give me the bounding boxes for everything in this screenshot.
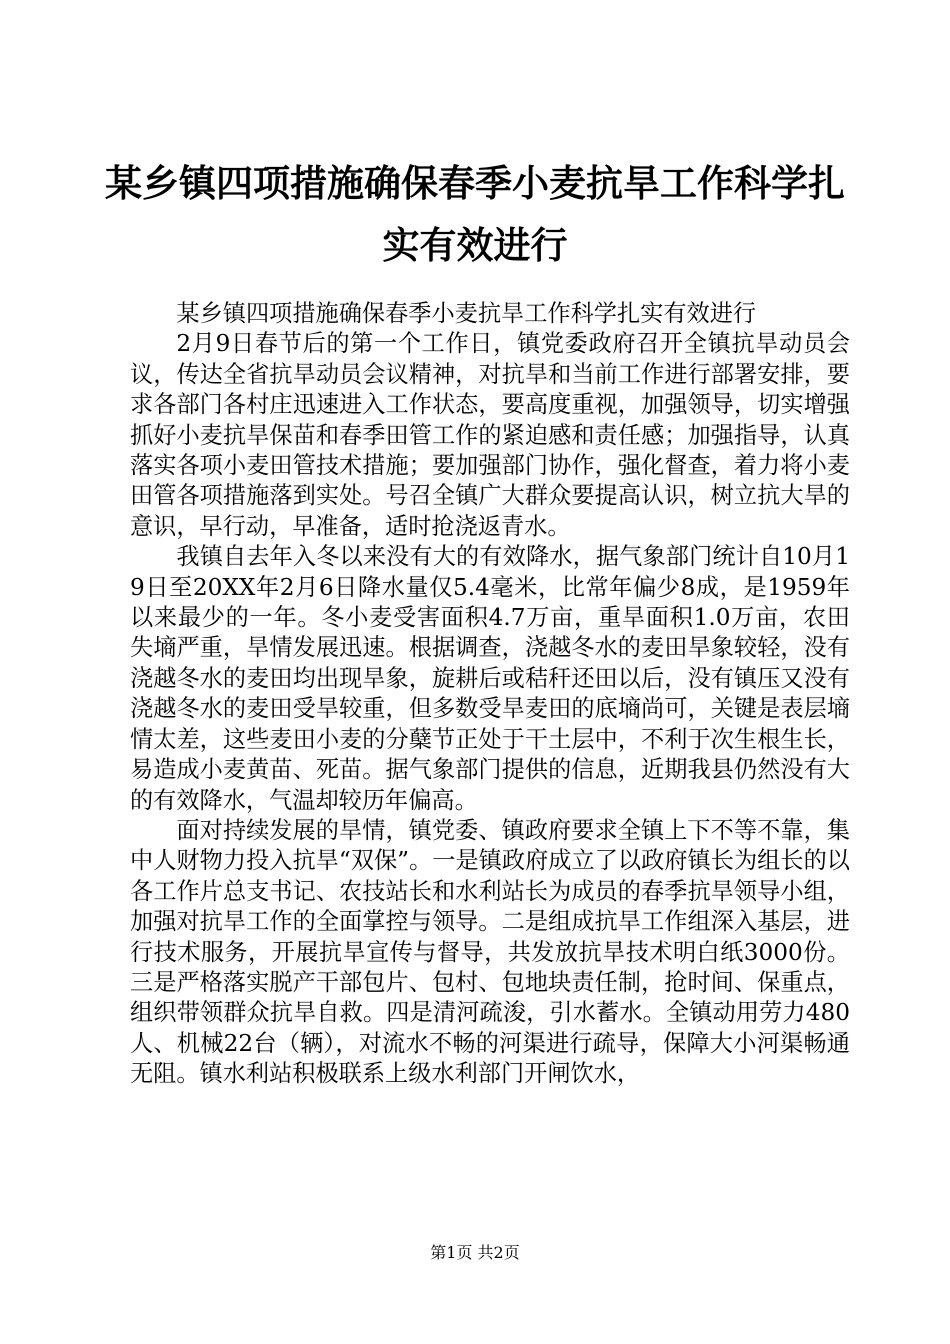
- paragraph-meeting: 2月9日春节后的第一个工作日，镇党委政府召开全镇抗旱动员会议，传达全省抗旱动员会议精神，对抗旱和当前工作进行部署安排，要求各部门各村庄迅速进入工作状态，要高度重视，加强领导，切实增强抓好小麦抗旱保苗和春季田管工作的紧迫感和责任感；加强指导，认真落实各项小麦田管技术措施；要加强部门协作，强化督查，着力将小麦田管各项措施落到实处。号召全镇广大群众要提高认识，树立抗大旱的意识，早行动，早准备，适时抢浇返青水。: [130, 330, 850, 540]
- paragraph-subtitle: 某乡镇四项措施确保春季小麦抗旱工作科学扎实有效进行: [176, 300, 757, 327]
- page-footer: 第1页 共2页: [430, 1243, 520, 1262]
- document-title-line-1: 某乡镇四项措施确保春季小麦抗旱工作科学扎: [105, 162, 845, 205]
- paragraph-measures: 面对持续发展的旱情，镇党委、镇政府要求全镇上下不等不靠，集中人财物力投入抗旱“双保”。一是镇政府成立了以政府镇长为组长的以各工作片总支书记、农技站长和水利站长为成员的春季抗旱领导小组，加强对抗旱工作的全面掌控与领导。二是组成抗旱工作组深入基层，进行技术服务，开展抗旱宣传与督导，共发放抗旱技术明白纸3000份。三是严格落实脱产干部包片、包村、包地块责任制，抢时间、保重点，组织带领群众抗旱自救。四是清河疏浚，引水蓄水。全镇动用劳力480人、机械22台（辆），对流水不畅的河渠进行疏导，保障大小河渠畅通无阻。镇水利站积极联系上级水利部门开闸饮水，: [130, 816, 850, 1088]
- document-body: [130, 299, 850, 1090]
- paragraph-drought-status: 我镇自去年入冬以来没有大的有效降水，据气象部门统计自10月19日至20XX年2月6日降水量仅5.4毫米，比常年偏少8成，是1959年以来最少的一年。冬小麦受害面积4.7万亩，重旱面积1.0万亩，农田失墒严重，旱情发展迅速。根据调查，浇越冬水的麦田旱象较轻，没有浇越冬水的麦田均出现旱象，旋耕后或秸秆还田以后，没有镇压又没有浇越冬水的麦田受旱较重，但多数受旱麦田的底墒尚可，关键是表层墒情太差，这些麦田小麦的分蘖节正处于干土层中，不利于次生根生长，易造成小麦黄苗、死苗。据气象部门提供的信息，近期我县仍然没有大的有效降水，气温却较历年偏高。: [130, 543, 850, 814]
- document-title-line-2: 实有效进行: [382, 224, 568, 267]
